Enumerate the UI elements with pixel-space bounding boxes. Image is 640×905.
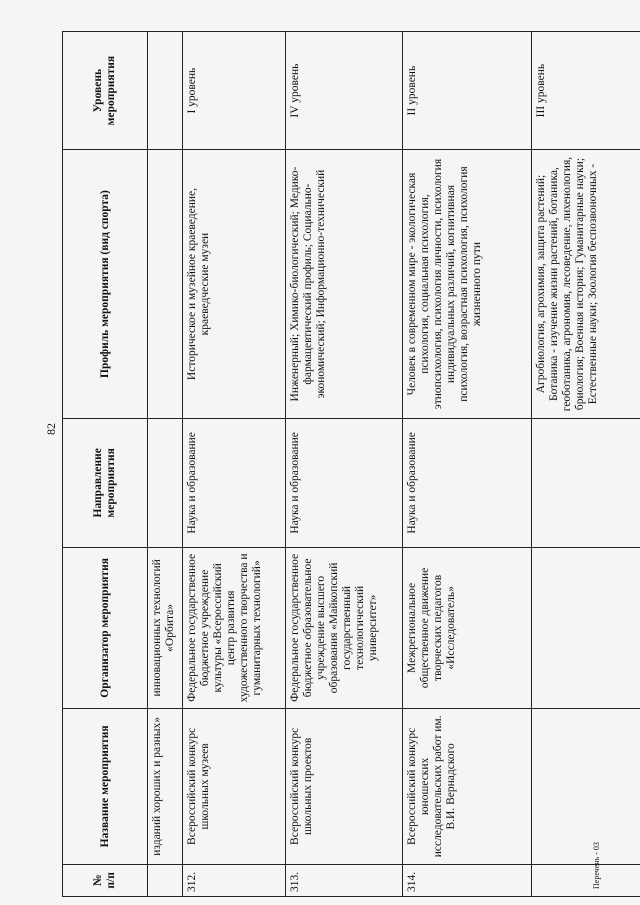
cell-num [532,864,640,896]
cell-name [532,708,640,864]
cell-lvl: III уровень [532,32,640,150]
header-dir: Направление мероприятия [63,418,148,547]
cell-dir [532,418,640,547]
cell-lvl: IV уровень [286,32,403,150]
cell-org: Федеральное государственное бюджетное образовательное учреждение высшего образования «Майкопский государственный технологический университет» [286,547,403,708]
cell-org [532,547,640,708]
cell-num: 312. [183,864,286,896]
cell-prof: Историческое и музейное краеведение, краеведческие музеи [183,150,286,419]
cell-name: Всероссийский конкурс школьных музеев [183,708,286,864]
header-lvl: Уровень мероприятия [63,32,148,150]
cell-num: 314. [403,864,532,896]
cell-prof: Инженерный; Химико-биологический; Медико-фармацевтический профиль; Социально-экономический; Информационно-технический [286,150,403,419]
cell-lvl: I уровень [183,32,286,150]
page-number: 82 [44,423,58,435]
header-prof: Профиль мероприятия (вид спорта) [63,150,148,419]
cell-prof [148,150,183,419]
cell-dir: Наука и образование [183,418,286,547]
cell-org: Федеральное государственное бюджетное учреждение культуры «Всероссийский центр развития художественного творчества и гуманитарных технологий» [183,547,286,708]
cell-name: Всероссийский конкурс юношеских исследовательских работ им. В.И. Вернадского [403,708,532,864]
cell-num [148,864,183,896]
cell-name: Всероссийский конкурс школьных проектов [286,708,403,864]
table-row [532,32,640,897]
cell-dir: Наука и образование [403,418,532,547]
cell-name: изданий хороших и разных» [148,708,183,864]
cell-org: инновационных технологий «Орбита» [148,547,183,708]
cell-num: 313. [286,864,403,896]
cell-lvl: II уровень [403,32,532,150]
table-row [183,32,286,897]
cell-prof: Человек в современном мире - экологическая психология, социальная психология, этнопсихология, психология личности, психология индивидуальных различий, когнитивная психология, возрастная психология, психология жизненного пути [403,150,532,419]
header-name: Название мероприятия [63,708,148,864]
table-row [286,32,403,897]
header-num: № п/п [63,864,148,896]
table-row [403,32,532,897]
cell-dir: Наука и образование [286,418,403,547]
header-org: Организатор мероприятия [63,547,148,708]
table-row [148,32,183,897]
footer-note: Перечень - 03 [592,842,601,889]
events-table [62,31,640,897]
cell-dir [148,418,183,547]
cell-prof: Агробиология, агрохимия, защита растений; Ботаника - изучение жизни растений, ботаника, геоботаника, агрономия, лесоведение, лихенология, бриология; Военная история; Гуманитарные науки; Естественные науки; Зоология беспозвоночных - [532,150,640,419]
table-header-row [63,32,148,897]
cell-lvl [148,32,183,150]
cell-org: Межрегиональное общественное движение творческих педагогов «Исследователь» [403,547,532,708]
